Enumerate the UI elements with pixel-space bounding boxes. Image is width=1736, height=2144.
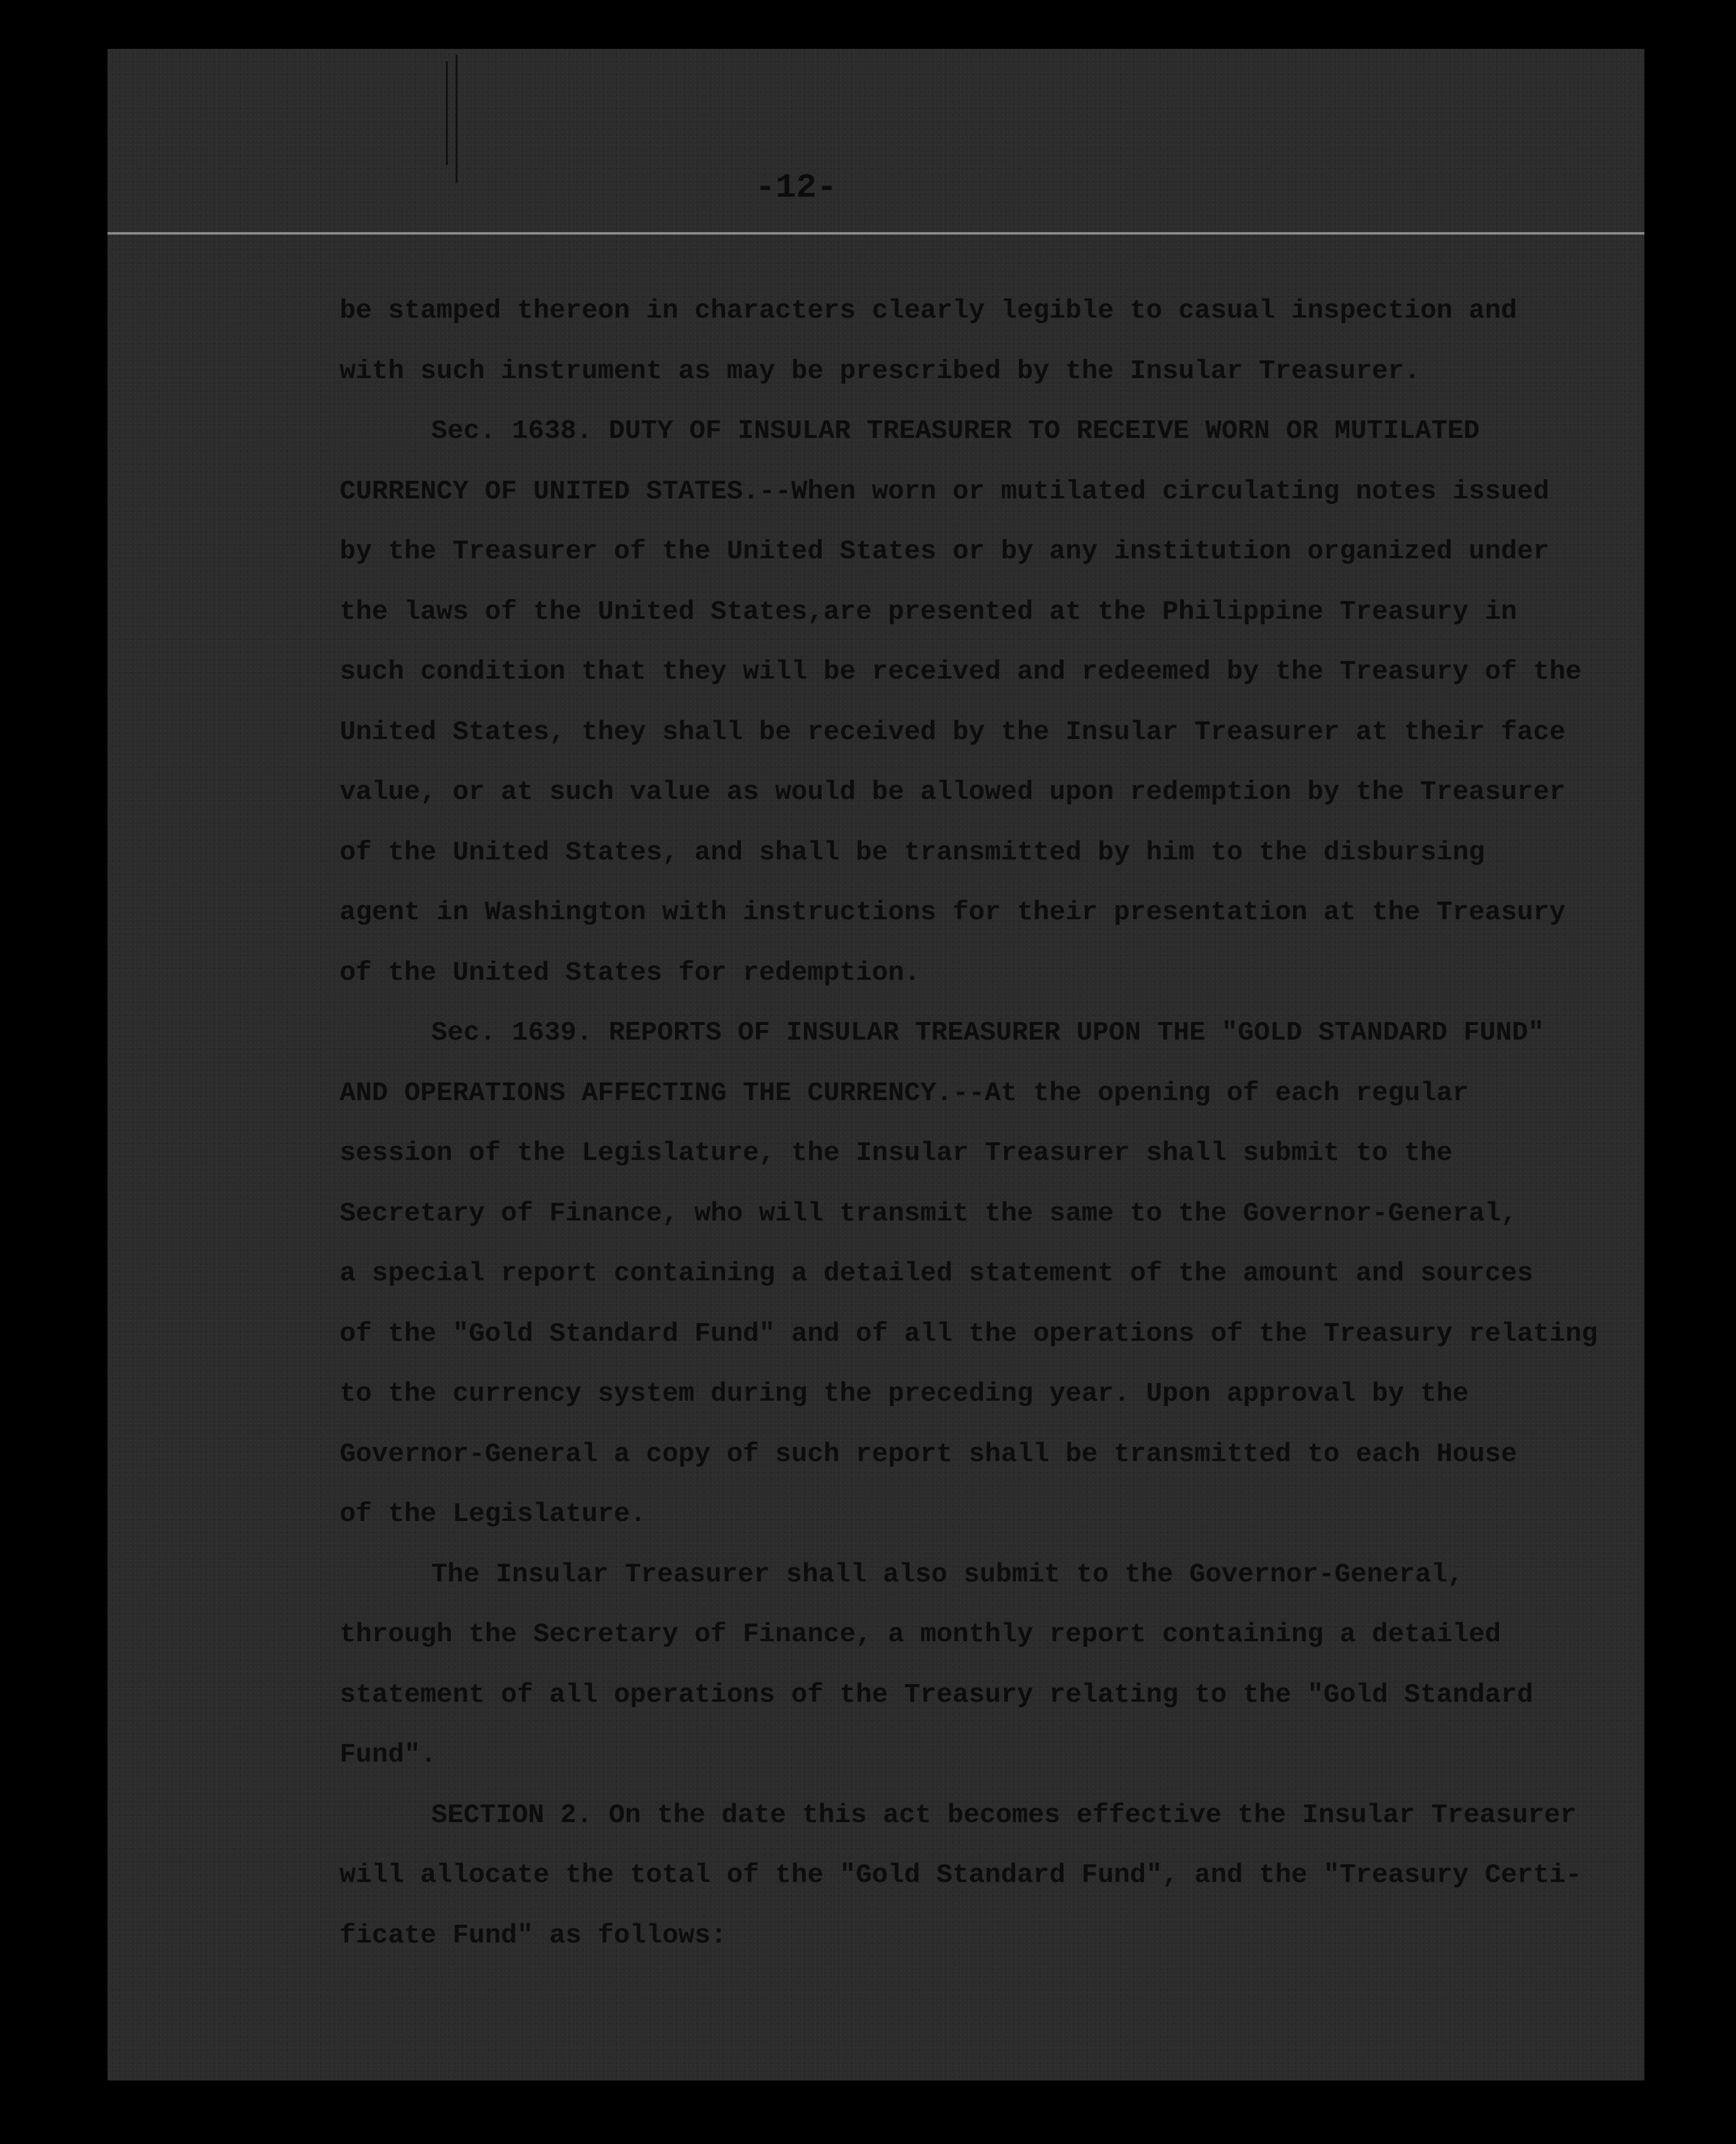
text-line: will allocate the total of the "Gold Standard Fund", and the "Treasury Certi- bbox=[340, 1860, 1582, 1891]
text-line: of the "Gold Standard Fund" and of all the operations of the Treasury relating bbox=[340, 1318, 1598, 1349]
text-line: to the currency system during the preceding year. Upon approval by the bbox=[340, 1379, 1469, 1409]
text-line: through the Secretary of Finance, a monthly report containing a detailed bbox=[340, 1619, 1501, 1650]
text-line: of the United States for redemption. bbox=[340, 957, 921, 988]
text-line: agent in Washington with instructions for their presentation at the Treasury bbox=[340, 897, 1566, 928]
text-line: Secretary of Finance, who will transmit the same to the Governor-General, bbox=[340, 1198, 1517, 1229]
text-line: AND OPERATIONS AFFECTING THE CURRENCY.--At the opening of each regular bbox=[340, 1077, 1469, 1109]
text-line: a special report containing a detailed statement of the amount and sources bbox=[340, 1258, 1533, 1289]
text-line: Governor-General a copy of such report shall be transmitted to each House bbox=[340, 1438, 1517, 1470]
text-line: with such instrument as may be prescribed by the Insular Treasurer. bbox=[340, 356, 1421, 387]
text-line: session of the Legislature, the Insular Treasurer shall submit to the bbox=[340, 1138, 1453, 1169]
document-page bbox=[108, 49, 1644, 2080]
text-line: United States, they shall be received by the Insular Treasurer at their face bbox=[340, 716, 1566, 748]
fold-line bbox=[108, 232, 1644, 235]
edge-mark-right bbox=[456, 55, 458, 183]
text-line: such condition that they will be received and redeemed by the Treasury of the bbox=[340, 657, 1582, 687]
text-line: Sec. 1639. REPORTS OF INSULAR TREASURER UPON THE "GOLD STANDARD FUND" bbox=[431, 1018, 1544, 1048]
edge-mark-left bbox=[446, 61, 448, 165]
text-line: the laws of the United States,are presented at the Philippine Treasury in bbox=[340, 596, 1517, 627]
text-line: value, or at such value as would be allowed upon redemption by the Treasurer bbox=[340, 777, 1566, 808]
text-line: by the Treasurer of the United States or by any institution organized under bbox=[340, 536, 1550, 567]
text-line: ficate Fund" as follows: bbox=[340, 1920, 727, 1951]
text-line: of the Legislature. bbox=[340, 1499, 646, 1530]
text-line: Fund". bbox=[340, 1740, 437, 1770]
text-line: CURRENCY OF UNITED STATES.--When worn or mutilated circulating notes issued bbox=[340, 476, 1550, 507]
document-body bbox=[340, 281, 1644, 1966]
text-line: Sec. 1638. DUTY OF INSULAR TREASURER TO RECEIVE WORN OR MUTILATED bbox=[431, 416, 1480, 447]
text-line: statement of all operations of the Treasury relating to the "Gold Standard bbox=[340, 1679, 1533, 1710]
text-line: The Insular Treasurer shall also submit to the Governor-General, bbox=[431, 1559, 1464, 1590]
text-line: SECTION 2. On the date this act becomes effective the Insular Treasurer bbox=[431, 1799, 1577, 1831]
text-line: be stamped thereon in characters clearly legible to casual inspection and bbox=[340, 296, 1517, 326]
page-number: -12- bbox=[755, 168, 837, 207]
text-line: of the United States, and shall be transmitted by him to the disbursing bbox=[340, 837, 1485, 868]
